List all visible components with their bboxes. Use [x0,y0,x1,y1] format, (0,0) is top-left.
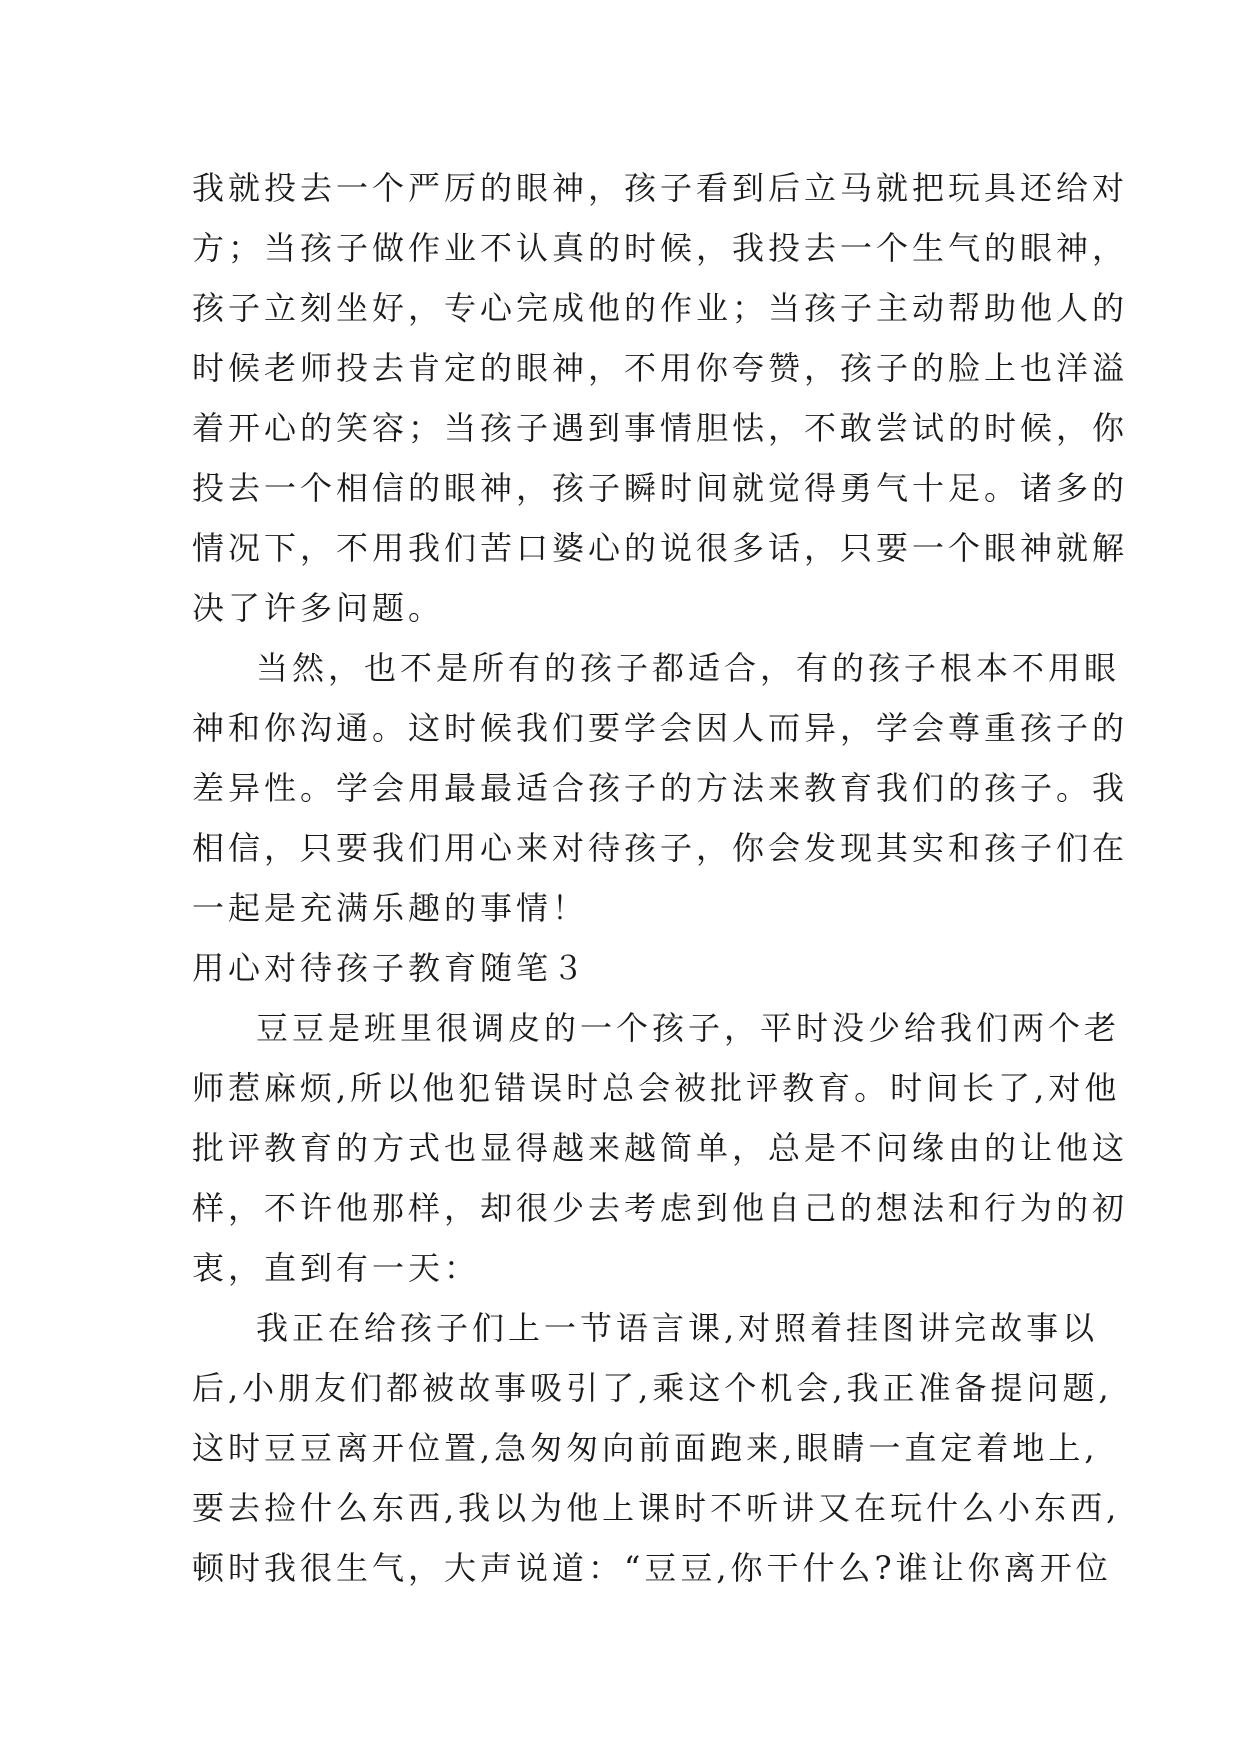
text-line: 这时豆豆离开位置,急匆匆向前面跑来,眼睛一直定着地上, [192,1429,1099,1467]
text-line: 豆豆是班里很调皮的一个孩子，平时没少给我们两个老 [256,1009,1121,1047]
section-heading [192,938,1072,998]
paragraph-3 [192,998,1129,1298]
text-line: 方；当孩子做作业不认真的时候，我投去一个生气的眼神， [192,229,1129,267]
text-line: 时候老师投去肯定的眼神，不用你夸赞，孩子的脸上也洋溢 [192,349,1129,387]
text-line: 样，不许他那样，却很少去考虑到他自己的想法和行为的初 [192,1189,1129,1227]
text-line: 我正在给孩子们上一节语言课,对照着挂图讲完故事以 [256,1309,1099,1347]
heading-text: 用心对待孩子教育随笔３ [192,949,589,987]
text-line: 神和你沟通。这时候我们要学会因人而异，学会尊重孩子的 [192,709,1129,747]
text-line: 决了许多问题。 [192,589,445,627]
document-body [192,158,1129,1598]
text-line: 当然，也不是所有的孩子都适合，有的孩子根本不用眼 [256,649,1121,687]
text-line: 后,小朋友们都被故事吸引了,乘这个机会,我正准备提问题, [192,1369,1113,1407]
text-line: 情况下，不用我们苦口婆心的说很多话，只要一个眼神就解 [192,529,1129,567]
text-line: 相信，只要我们用心来对待孩子，你会发现其实和孩子们在 [192,829,1129,867]
text-line: 师惹麻烦,所以他犯错误时总会被批评教育。时间长了,对他 [192,1069,1121,1107]
text-line: 顿时我很生气，大声说道：“豆豆,你干什么?谁让你离开位 [192,1549,1112,1587]
text-line: 差异性。学会用最最适合孩子的方法来教育我们的孩子。我 [192,769,1129,807]
text-line: 批评教育的方式也显得越来越简单，总是不问缘由的让他这 [192,1129,1129,1167]
text-line: 衷，直到有一天： [192,1249,481,1287]
text-line: 一起是充满乐趣的事情！ [192,889,589,927]
text-line: 要去捡什么东西,我以为他上课时不听讲又在玩什么小东西, [192,1489,1121,1527]
paragraph-1 [192,158,1129,638]
text-line: 投去一个相信的眼神，孩子瞬时间就觉得勇气十足。诸多的 [192,469,1129,507]
text-line: 我就投去一个严厉的眼神，孩子看到后立马就把玩具还给对 [192,169,1129,207]
text-line: 着开心的笑容；当孩子遇到事情胆怯，不敢尝试的时候，你 [192,409,1129,447]
text-line: 孩子立刻坐好，专心完成他的作业；当孩子主动帮助他人的 [192,289,1129,327]
paragraph-2 [192,638,1129,938]
paragraph-4 [192,1298,1121,1598]
